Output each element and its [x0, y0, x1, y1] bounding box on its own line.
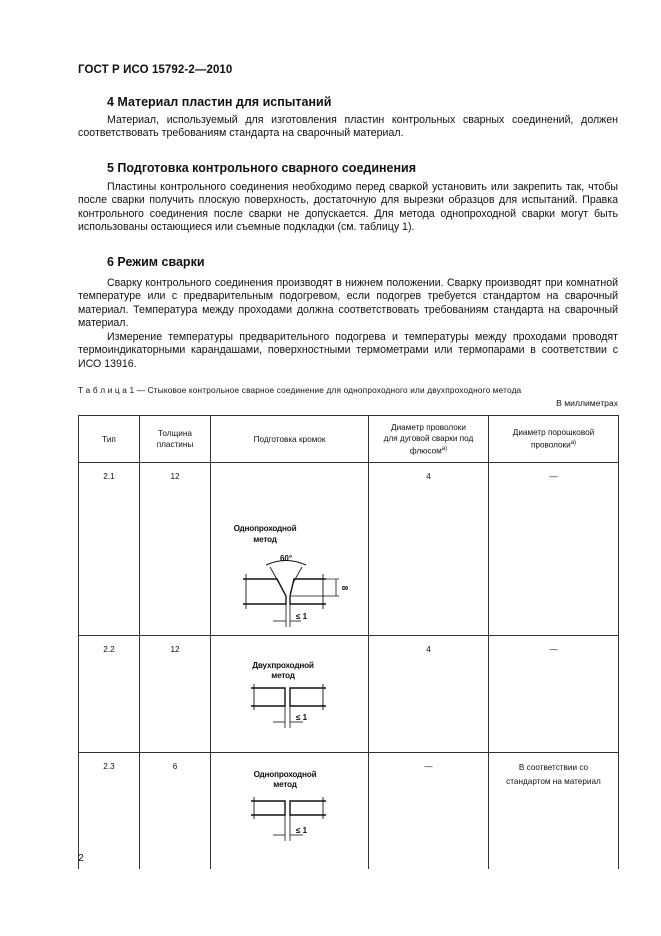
- cell-powder-diameter: —: [489, 636, 619, 753]
- section-6-paragraph-1: Сварку контрольного соединения производят в нижнем положении. Сварку производят при комнатной температуре или с предварительным подогревом, если подогрев требуется стандартом на сварочный материал. Температура между проходами должна соответствовать требованиям стандарта на сварочный материал.: [78, 277, 618, 329]
- gap-label: ≤ 1: [296, 713, 308, 722]
- method-label-line2: метод: [273, 780, 297, 789]
- left-plate: [251, 688, 285, 706]
- left-plate: [251, 801, 285, 815]
- right-plate: [290, 688, 326, 706]
- cell-thickness: 6: [140, 753, 211, 870]
- table-row: [79, 753, 619, 870]
- cell-wire-diameter: —: [369, 753, 489, 870]
- header-wire-diameter: Диаметр проволоки для дуговой сварки под флюсом$^{а)}$: [369, 416, 489, 463]
- section-4-paragraph: Материал, используемый для изготовления пластин контрольных сварных соединений, должен соответствовать требованиям стандарта на сварочный материал.: [78, 114, 618, 140]
- table-header-row: [79, 416, 619, 463]
- cell-type: 2.2: [79, 636, 140, 753]
- single-pass-v-groove-figure: [211, 463, 369, 627]
- method-label-line1: Однопроходной: [253, 770, 317, 779]
- cell-thickness: 12: [140, 463, 211, 636]
- gap-label: ≤ 1: [296, 612, 308, 621]
- cell-wire-diameter: 4: [369, 636, 489, 753]
- header-type: Тип: [79, 416, 140, 463]
- cell-type: 2.3: [79, 753, 140, 870]
- two-pass-square-butt-figure: [211, 636, 369, 744]
- gap-label: ≤ 1: [296, 826, 308, 835]
- method-label-line2: метод: [253, 535, 277, 544]
- left-plate: [243, 579, 286, 604]
- cell-powder-diameter: —: [489, 463, 619, 636]
- section-6-heading: 6 Режим сварки: [107, 255, 205, 269]
- cell-powder-diameter: В соответствии со стандартом на материал: [489, 753, 619, 870]
- method-label-line1: Однопроходной: [233, 524, 297, 533]
- weld-joint-table: [78, 415, 619, 869]
- cell-type: 2.1: [79, 463, 140, 636]
- section-4-heading: 4 Материал пластин для испытаний: [107, 95, 332, 109]
- document-header: ГОСТ Р ИСО 15792-2—2010: [78, 64, 233, 76]
- right-plate: [290, 579, 326, 604]
- table-row: [79, 636, 619, 753]
- depth-dimension-label: 8: [340, 585, 349, 591]
- header-edge-prep: Подготовка кромок: [211, 416, 369, 463]
- cell-thickness: 12: [140, 636, 211, 753]
- cell-wire-diameter: 4: [369, 463, 489, 636]
- header-thickness: Толщина пластины: [140, 416, 211, 463]
- table-row: [79, 463, 619, 636]
- groove-angle-label: 60°: [279, 554, 293, 563]
- bevel-extension-right: [293, 567, 302, 583]
- method-label-line2: метод: [271, 671, 295, 680]
- right-plate: [290, 801, 326, 815]
- section-5-paragraph: Пластины контрольного соединения необходимо перед сваркой установить или закрепить так, чтобы после сварки получить плоскую поверхность, достаточную для вырезки образцов для испытаний. Правка контрольного соединения после сварки не допускается. Для метода однопроходной сварки могут быть использованы остающиеся или съемные подкладки (см. таблицу 1).: [78, 181, 618, 233]
- method-label-line1: Двухпроходной: [252, 661, 314, 670]
- single-pass-square-butt-figure: [211, 753, 369, 861]
- section-5-heading: 5 Подготовка контрольного сварного соединения: [107, 161, 417, 175]
- table-units: В миллиметрах: [556, 398, 618, 408]
- cell-edge-prep-figure: [211, 753, 369, 870]
- section-6-paragraph-2: Измерение температуры предварительного подогрева и температуры между проходами проводят термоиндикаторными карандашами, поверхностными термометрами или термопарами в соответствии с ИСО 13916.: [78, 331, 618, 370]
- cell-edge-prep-figure: [211, 636, 369, 753]
- bevel-extension-left: [270, 567, 279, 583]
- cell-edge-prep-figure: [211, 463, 369, 636]
- header-powder-wire-diameter: Диаметр порошковой проволоки$^{а)}$: [489, 416, 619, 463]
- page-number: 2: [78, 852, 84, 864]
- table-caption: Т а б л и ц а 1 — Стыковое контрольное сварное соединение для однопроходного или двухпроходного метода: [78, 385, 522, 395]
